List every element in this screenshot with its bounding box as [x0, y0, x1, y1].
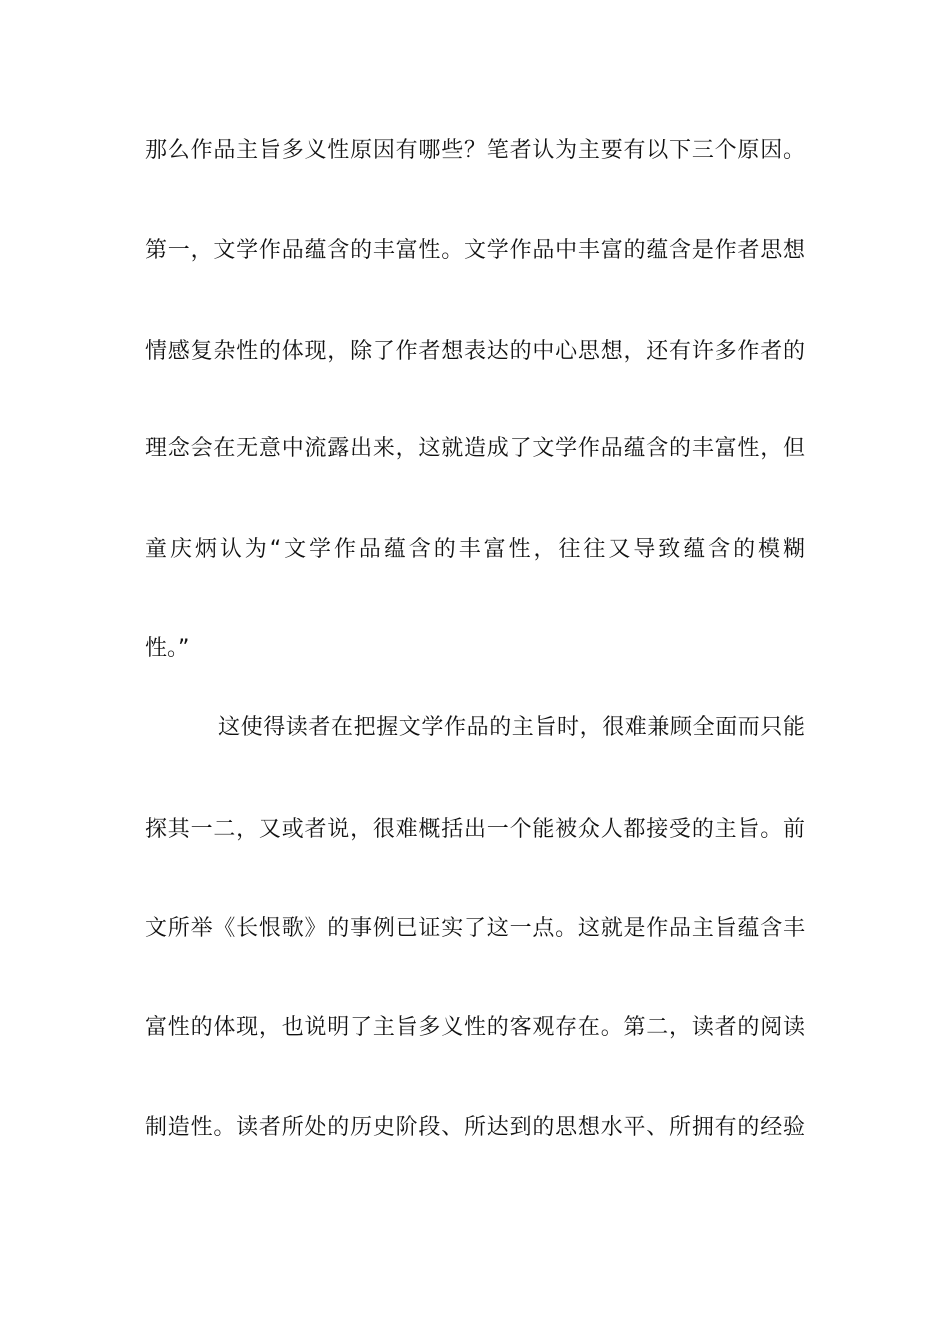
text-line: 第一，文学作品蕴含的丰富性。文学作品中丰富的蕴含是作者思想: [145, 238, 805, 263]
text-line: 那么作品主旨多义性原因有哪些？笔者认为主要有以下三个原因。: [145, 138, 805, 163]
text-line: 探其一二，又或者说，很难概括出一个能被众人都接受的主旨。前: [145, 817, 805, 842]
text-line: 理念会在无意中流露出来，这就造成了文学作品蕴含的丰富性，但: [145, 436, 805, 461]
text-line: 童庆炳认为“文学作品蕴含的丰富性，往往又导致蕴含的模糊: [145, 537, 805, 562]
text-line: 制造性。读者所处的历史阶段、所达到的思想水平、所拥有的经验: [145, 1115, 805, 1140]
text-line: 文所举《长恨歌》的事例已证实了这一点。这就是作品主旨蕴含丰: [145, 916, 805, 941]
text-line: 情感复杂性的体现，除了作者想表达的中心思想，还有许多作者的: [145, 339, 805, 364]
text-line: 富性的体现，也说明了主旨多义性的客观存在。第二，读者的阅读: [145, 1015, 805, 1040]
text-line: 性。”: [145, 636, 190, 661]
paragraph-first-line: 这使得读者在把握文学作品的主旨时，很难兼顾全面而只能: [218, 715, 805, 740]
